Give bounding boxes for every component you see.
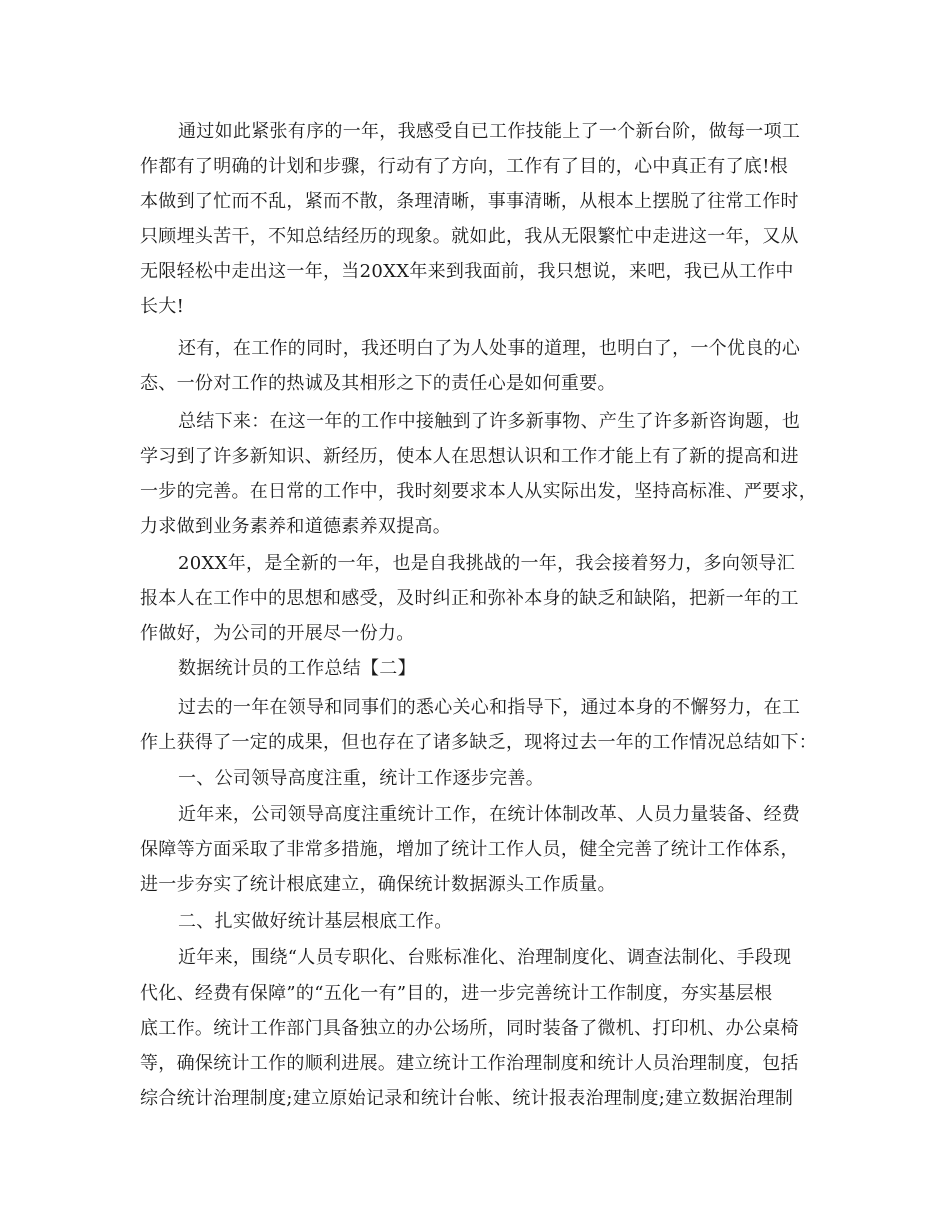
paragraph-line: 综合统计治理制度;建立原始记录和统计台帐、统计报表治理制度;建立数据治理制 <box>140 1088 794 1109</box>
paragraph-line: 总结下来：在这一年的工作中接触到了许多新事物、产生了许多新咨询题，也 <box>178 411 801 432</box>
paragraph-line: 无限轻松中走出这一年，当20XX年来到我面前，我只想说，来吧，我已从工作中 <box>140 261 794 282</box>
paragraph-line: 代化、经费有保障”的“五化一有”目的，进一步完善统计工作制度，夯实基层根 <box>140 983 773 1004</box>
paragraph-line: 本做到了忙而不乱，紧而不散，条理清晰，事事清晰，从根本上摆脱了往常工作时 <box>140 191 799 212</box>
paragraph-line: 20XX年，是全新的一年，也是自我挑战的一年，我会接着努力，多向领导汇 <box>178 553 796 574</box>
paragraph-line: 力求做到业务素养和道德素养双提高。 <box>140 516 452 537</box>
paragraph-line: 近年来，围绕“人员专职化、台账标准化、治理制度化、调查法制化、手段现 <box>178 947 792 968</box>
paragraph-line: 作都有了明确的计划和步骤，行动有了方向，工作有了目的，心中真正有了底!根 <box>140 156 789 177</box>
paragraph-line: 长大! <box>140 296 185 317</box>
paragraph-line: 还有，在工作的同时，我还明白了为人处事的道理，也明白了，一个优良的心 <box>178 338 801 359</box>
paragraph-line: 作上获得了一定的成果，但也存在了诸多缺乏，现将过去一年的工作情况总结如下： <box>140 732 818 753</box>
subheading: 一、公司领导高度注重，统计工作逐步完善。 <box>178 768 544 789</box>
paragraph-line: 一步的完善。在日常的工作中，我时刻要求本人从实际出发，坚持高标准、严要求， <box>140 481 818 502</box>
paragraph-line: 进一步夯实了统计根底建立，确保统计数据源头工作质量。 <box>140 874 616 895</box>
paragraph-line: 态、一份对工作的热诚及其相形之下的责任心是如何重要。 <box>140 373 616 394</box>
paragraph-line: 只顾埋头苦干，不知总结经历的现象。就如此，我从无限繁忙中走进这一年，又从 <box>140 226 799 247</box>
paragraph-line: 底工作。统计工作部门具备独立的办公场所，同时装备了微机、打印机、办公桌椅 <box>140 1018 799 1039</box>
paragraph-line: 通过如此紧张有序的一年，我感受自已工作技能上了一个新台阶，做每一项工 <box>178 121 801 142</box>
paragraph-line: 保障等方面采取了非常多措施，增加了统计工作人员，健全完善了统计工作体系， <box>140 839 799 860</box>
paragraph-line: 报本人在工作中的思想和感受，及时纠正和弥补本身的缺乏和缺陷，把新一年的工 <box>140 588 799 609</box>
section-heading: 数据统计员的工作总结【二】 <box>178 658 416 679</box>
paragraph-line: 过去的一年在领导和同事们的悉心关心和指导下，通过本身的不懈努力，在工 <box>178 697 801 718</box>
subheading: 二、扎实做好统计基层根底工作。 <box>178 911 453 932</box>
paragraph-line: 作做好，为公司的开展尽一份力。 <box>140 623 415 644</box>
paragraph-line: 等，确保统计工作的顺利进展。建立统计工作治理制度和统计人员治理制度，包括 <box>140 1053 799 1074</box>
paragraph-line: 学习到了许多新知识、新经历，使本人在思想认识和工作才能上有了新的提高和进 <box>140 446 799 467</box>
paragraph-line: 近年来，公司领导高度注重统计工作，在统计体制改革、人员力量装备、经费 <box>178 804 801 825</box>
